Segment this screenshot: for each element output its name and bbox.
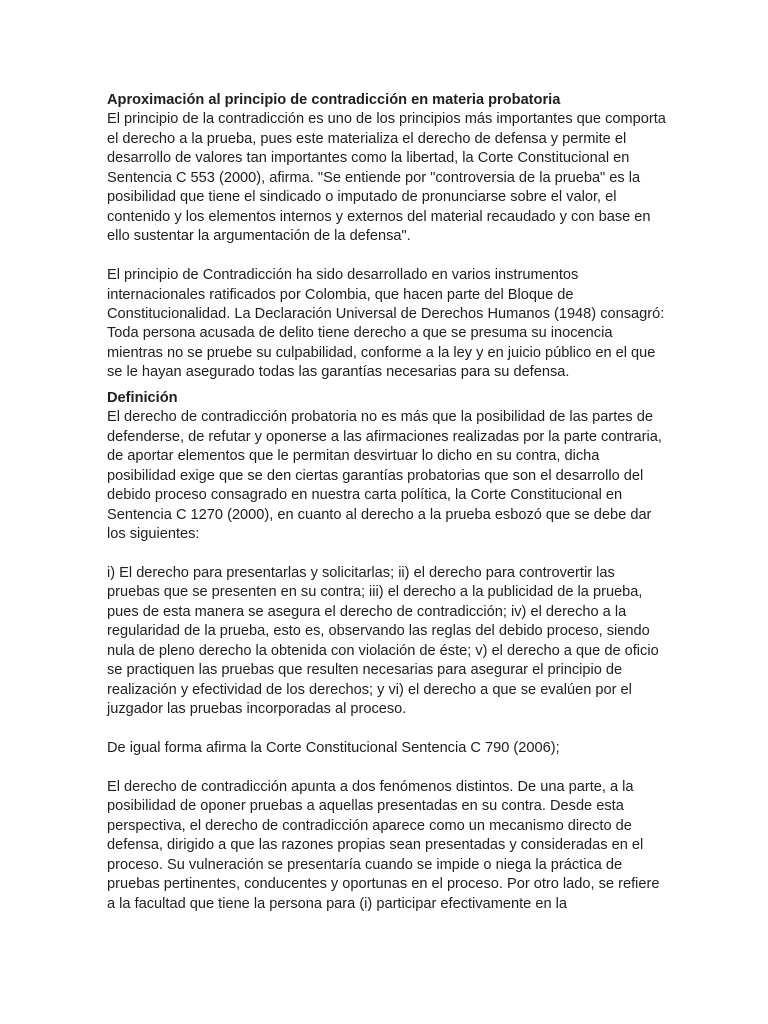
paragraph-gap <box>107 544 667 563</box>
section-heading-definicion: Definición <box>107 389 178 406</box>
section-heading-aproximacion: Aproximación al principio de contradicción en materia probatoria <box>107 92 561 108</box>
paragraph-gap <box>107 719 667 738</box>
paragraph-instrumentos: El principio de Contradicción ha sido desarrollado en varios instrumentos internacionales ratificados por Colombia, que hacen parte del Bloque de Constitucionalidad. La Declaración Universal de Derechos Humanos (1948) consagró: Toda persona acusada de delito tiene derecho a que se presuma su inocencia mientras no se pruebe su culpabilidad, conforme a la ley y en juicio público en el que se le hayan asegurado todas las garantías necesarias para su defensa. <box>107 267 665 381</box>
paragraph-gap <box>107 758 667 777</box>
paragraph-fenomenos: El derecho de contradicción apunta a dos fenómenos distintos. De una parte, a la posibilidad de oponer pruebas a aquellas presentadas en su contra. Desde esta perspectiva, el derecho de contradicción aparece como un mecanismo directo de defensa, dirigido a que las razones propias sean presentadas y consideradas en el proceso. Su vulneración se presentaría cuando se impide o niega la práctica de pruebas pertinentes, conducentes y oportunas en el proceso. Por otro lado, se refiere a la facultad que tiene la persona para (i) participar efectivamente en la <box>107 778 660 912</box>
paragraph-definicion: El derecho de contradicción probatoria no es más que la posibilidad de las partes de defenderse, de refutar y oponerse a las afirmaciones realizadas por la parte contraria, de aportar elementos que le permitan desvirtuar lo dicho en su contra, dicha posibilidad exige que se den ciertas garantías probatorias que son el desarrollo del debido proceso consagrado en nuestra carta política, la Corte Constitucional en Sentencia C 1270 (2000), en cuanto al derecho a la prueba esbozó que se debe dar los siguientes: <box>107 409 662 542</box>
document-page <box>107 91 667 914</box>
paragraph-sentencia-c790: De igual forma afirma la Corte Constitucional Sentencia C 790 (2006); <box>107 739 560 756</box>
paragraph-gap <box>107 247 667 266</box>
paragraph-principio: El principio de la contradicción es uno de los principios más importantes que comporta el derecho a la prueba, pues este materializa el derecho de defensa y permite el desarrollo de valores tan importantes como la libertad, la Corte Constitucional en Sentencia C 553 (2000), afirma. "Se entiende por "controversia de la prueba" es la posibilidad que tiene el sindicado o imputado de pronunciarse sobre el valor, el contenido y los elementos internos y externos del material recaudado y con base en ello sustentar la argumentación de la defensa". <box>107 111 666 245</box>
paragraph-derechos-lista: i) El derecho para presentarlas y solicitarlas; ii) el derecho para controvertir las pruebas que se presenten en su contra; iii) el derecho a la publicidad de la prueba, pues de esta manera se asegura el derecho de contradicción; iv) el derecho a la regularidad de la prueba, esto es, observando las reglas del debido proceso, siendo nula de pleno derecho la obtenida con violación de éste; v) el derecho a que de oficio se practiquen las pruebas que resulten necesarias para asegurar el principio de realización y efectividad de los derechos; y vi) el derecho a que se evalúen por el juzgador las pruebas incorporadas al proceso. <box>107 564 659 718</box>
